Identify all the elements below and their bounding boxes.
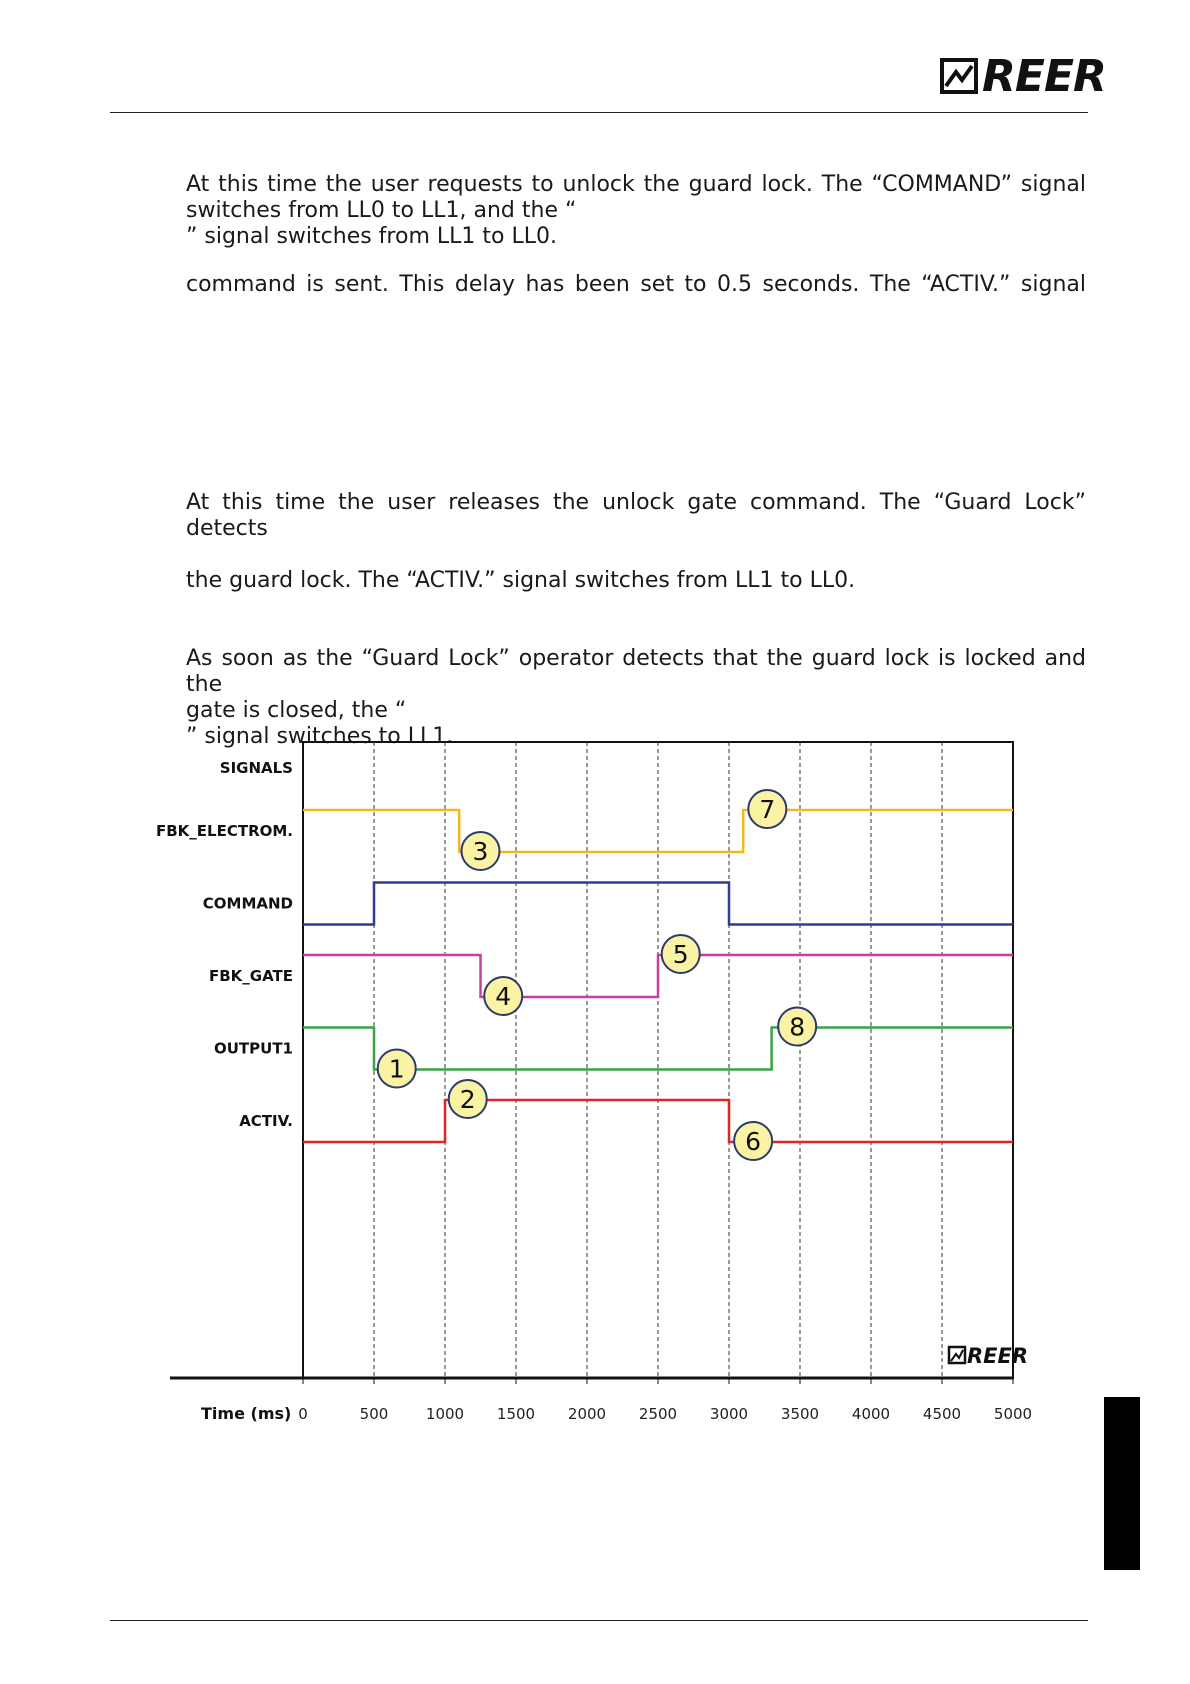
x-tick-label: 500 (359, 1405, 389, 1423)
x-tick-label: 4500 (922, 1405, 962, 1423)
paragraph-release-command (186, 490, 1093, 594)
event-marker-label: 7 (759, 795, 776, 824)
x-tick-label: 0 (298, 1405, 308, 1423)
x-tick-label: 2500 (638, 1405, 678, 1423)
x-tick-label: 4000 (851, 1405, 891, 1423)
header-rule (110, 112, 1088, 113)
signal-trace (303, 955, 1013, 997)
series-label: FBK_GATE (208, 967, 293, 985)
section-tab (1104, 1397, 1140, 1570)
brand-name: REER (982, 51, 1106, 102)
text-line: switches from LL0 to LL1, and the “ ” signal switches from LL1 to LL0. (186, 198, 577, 249)
footer-rule (110, 1620, 1088, 1621)
series-label: ACTIV. (239, 1112, 293, 1130)
event-marker-label: 5 (672, 940, 689, 969)
watermark-text: REER (967, 1344, 1029, 1368)
event-marker-label: 1 (388, 1054, 405, 1084)
text-line: the guard lock. The “ACTIV.” signal switches from LL1 to LL0. (186, 568, 856, 593)
text-line: At this time the user requests to unlock the guard lock. The “COMMAND” signal (186, 172, 1086, 197)
brand-logo (940, 51, 1106, 102)
event-marker-label: 6 (745, 1127, 762, 1156)
event-marker-label: 4 (495, 982, 512, 1011)
text-line: command is sent. This delay has been set to 0.5 seconds. The “ACTIV.” signal (186, 272, 1086, 297)
text-line: As soon as the “Guard Lock” operator detects that the guard lock is locked and the (186, 646, 1093, 697)
x-tick-label: 1500 (496, 1405, 536, 1423)
x-tick-label: 2000 (567, 1405, 607, 1423)
event-marker-label: 8 (789, 1012, 806, 1042)
x-axis-title: Time (ms) (201, 1404, 292, 1423)
timing-diagram (150, 735, 1040, 1435)
series-label: FBK_ELECTROM. (155, 822, 293, 840)
reer-logo-stroke (951, 1350, 963, 1361)
event-marker-label: 2 (459, 1085, 476, 1114)
text-line: gate is closed, the “ ” signal switches to LL1. (186, 698, 454, 749)
x-tick-label: 3500 (780, 1405, 820, 1423)
series-label: OUTPUT1 (213, 1039, 293, 1058)
chart-watermark (949, 1344, 1028, 1368)
x-tick-label: 3000 (709, 1405, 749, 1423)
x-tick-label: 5000 (993, 1405, 1033, 1423)
x-tick-label: 1000 (425, 1405, 465, 1423)
signals-header: SIGNALS (219, 759, 293, 777)
reer-logo-icon (940, 58, 978, 94)
text-line: At this time the user releases the unlock gate command. The “Guard Lock” detects (186, 490, 1093, 541)
signal-trace (303, 810, 1013, 852)
paragraph-unlock-request (186, 172, 1086, 298)
series-label: COMMAND (202, 894, 293, 913)
event-marker-label: 3 (472, 837, 489, 866)
